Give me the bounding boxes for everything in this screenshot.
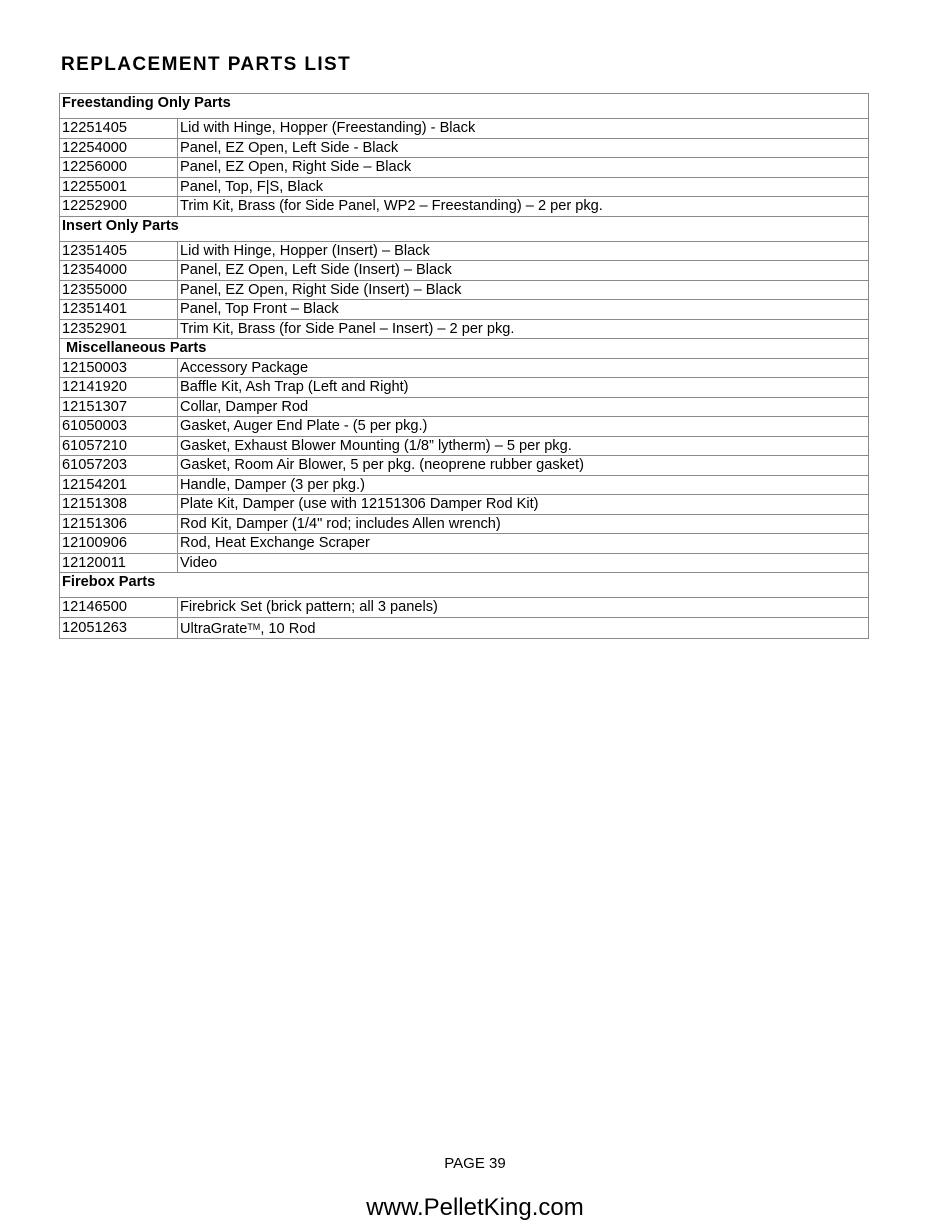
table-row (60, 280, 869, 300)
part-number: 12100906 (60, 534, 178, 554)
table-row (60, 514, 869, 534)
section-heading: Freestanding Only Parts (60, 94, 869, 119)
table-row (60, 436, 869, 456)
table-row (60, 241, 869, 261)
part-description: Panel, EZ Open, Left Side - Black (178, 138, 869, 158)
table-row (60, 534, 869, 554)
section-heading: Firebox Parts (60, 573, 869, 598)
table-row (60, 119, 869, 139)
part-description: Rod Kit, Damper (1/4" rod; includes Allen wrench) (178, 514, 869, 534)
part-description: Handle, Damper (3 per pkg.) (178, 475, 869, 495)
part-number: 12120011 (60, 553, 178, 573)
part-number: 12256000 (60, 158, 178, 178)
section-header-firebox (60, 573, 869, 598)
part-description: Panel, EZ Open, Right Side – Black (178, 158, 869, 178)
part-description: Video (178, 553, 869, 573)
part-number: 12252900 (60, 197, 178, 217)
part-number: 12354000 (60, 261, 178, 281)
part-description: Collar, Damper Rod (178, 397, 869, 417)
table-row (60, 197, 869, 217)
part-description: Plate Kit, Damper (use with 12151306 Damper Rod Kit) (178, 495, 869, 515)
part-number: 12351401 (60, 300, 178, 320)
table-row (60, 261, 869, 281)
part-description: Trim Kit, Brass (for Side Panel – Insert) – 2 per pkg. (178, 319, 869, 339)
table-row (60, 617, 869, 638)
part-description: Gasket, Room Air Blower, 5 per pkg. (neoprene rubber gasket) (178, 456, 869, 476)
website-url: www.PelletKing.com (366, 1194, 584, 1221)
product-detail: , 10 Rod (260, 620, 316, 637)
page-title: REPLACEMENT PARTS LIST (61, 54, 352, 75)
part-number: 12254000 (60, 138, 178, 158)
product-name: UltraGrate (180, 620, 248, 637)
part-number: 12141920 (60, 378, 178, 398)
table-row (60, 598, 869, 618)
page-number: PAGE 39 (444, 1155, 506, 1172)
part-description: Rod, Heat Exchange Scraper (178, 534, 869, 554)
table-row (60, 495, 869, 515)
part-description: Panel, EZ Open, Right Side (Insert) – Black (178, 280, 869, 300)
part-number: 12051263 (60, 617, 178, 638)
part-description: Gasket, Auger End Plate - (5 per pkg.) (178, 417, 869, 437)
part-description: Panel, Top Front – Black (178, 300, 869, 320)
table-row (60, 475, 869, 495)
table-row (60, 158, 869, 178)
table-row (60, 378, 869, 398)
trademark-mark: TM (247, 621, 261, 632)
part-number: 12150003 (60, 358, 178, 378)
part-number: 12255001 (60, 177, 178, 197)
table-row (60, 358, 869, 378)
part-number: 12151306 (60, 514, 178, 534)
part-description: Gasket, Exhaust Blower Mounting (1/8” lytherm) – 5 per pkg. (178, 436, 869, 456)
table-row (60, 300, 869, 320)
section-heading: Miscellaneous Parts (60, 339, 869, 359)
table-row (60, 417, 869, 437)
part-description: Lid with Hinge, Hopper (Freestanding) - Black (178, 119, 869, 139)
part-number: 12151307 (60, 397, 178, 417)
part-number: 61057203 (60, 456, 178, 476)
part-description (178, 617, 869, 638)
table-row (60, 397, 869, 417)
part-number: 61057210 (60, 436, 178, 456)
part-number: 12352901 (60, 319, 178, 339)
part-description: Accessory Package (178, 358, 869, 378)
part-number: 12355000 (60, 280, 178, 300)
part-description: Panel, Top, F|S, Black (178, 177, 869, 197)
part-number: 61050003 (60, 417, 178, 437)
table-row (60, 456, 869, 476)
part-number: 12154201 (60, 475, 178, 495)
part-description: Baffle Kit, Ash Trap (Left and Right) (178, 378, 869, 398)
part-description: Firebrick Set (brick pattern; all 3 panels) (178, 598, 869, 618)
part-description: Trim Kit, Brass (for Side Panel, WP2 – Freestanding) – 2 per pkg. (178, 197, 869, 217)
part-number: 12351405 (60, 241, 178, 261)
replacement-parts-table (59, 93, 869, 639)
part-description: Lid with Hinge, Hopper (Insert) – Black (178, 241, 869, 261)
section-header-insert (60, 216, 869, 241)
section-header-miscellaneous (60, 339, 869, 359)
part-number: 12146500 (60, 598, 178, 618)
table-row (60, 138, 869, 158)
part-number: 12151308 (60, 495, 178, 515)
part-description: Panel, EZ Open, Left Side (Insert) – Black (178, 261, 869, 281)
part-number: 12251405 (60, 119, 178, 139)
table-row (60, 553, 869, 573)
table-row (60, 319, 869, 339)
section-header-freestanding (60, 94, 869, 119)
table-row (60, 177, 869, 197)
section-heading: Insert Only Parts (60, 216, 869, 241)
